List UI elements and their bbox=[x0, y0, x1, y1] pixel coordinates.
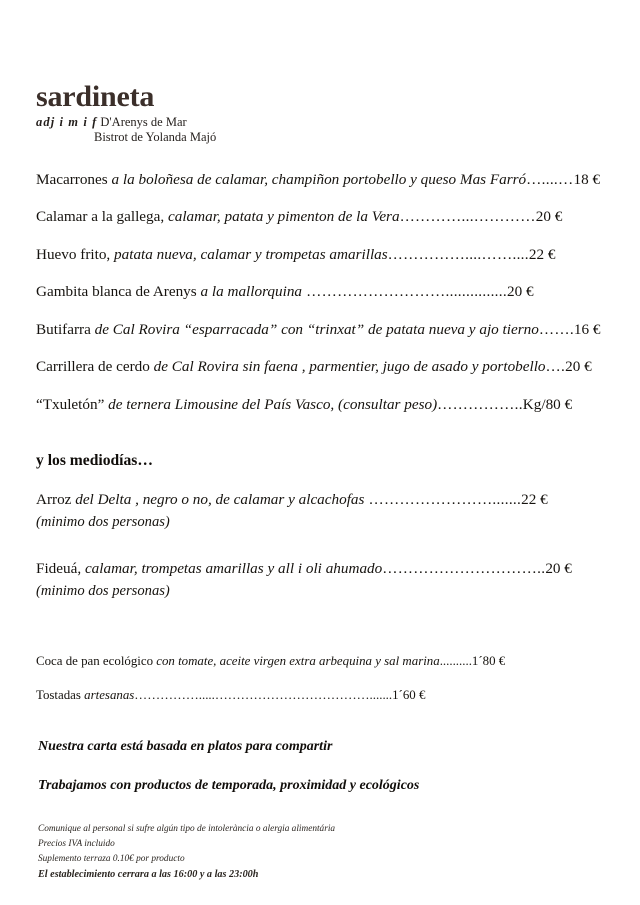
menu-item bbox=[36, 247, 584, 263]
snack-description: artesanas bbox=[84, 687, 135, 702]
brand-abbr: adj i m i f bbox=[36, 114, 98, 129]
dish-price: 22 € bbox=[521, 490, 548, 508]
fineprint-vat: Precios IVA incluido bbox=[38, 839, 115, 850]
dish-price: Kg/80 € bbox=[522, 395, 573, 413]
dish-description: a la boloñesa de calamar, champiñon portobello y queso Mas Farró bbox=[111, 171, 527, 188]
dish-description: de Cal Rovira sin faena , parmentier, jugo de asado y portobello bbox=[153, 358, 546, 376]
snack-price: 1´80 € bbox=[471, 654, 506, 668]
fineprint-allergy: Comunique al personal si sufre algún tipo de intolerància o alergia alimentária bbox=[38, 824, 336, 834]
statement-seasonal: Trabajamos con productos de temporada, proximidad y ecológicos bbox=[38, 777, 420, 793]
dot-leader: .......... bbox=[439, 654, 472, 668]
dish-name: Calamar a la gallega, bbox=[36, 208, 168, 226]
dish-name: Carrillera de cerdo bbox=[36, 358, 154, 376]
brand-tagline bbox=[36, 115, 436, 146]
midday-heading: y los mediodías… bbox=[36, 451, 153, 469]
dish-name: Arroz bbox=[36, 490, 76, 508]
dot-leader: …………….. bbox=[437, 395, 523, 413]
dish-price: 16 € bbox=[573, 320, 601, 338]
dish-price: 18 € bbox=[573, 171, 601, 188]
dish-note: (minimo dos personas) bbox=[36, 582, 170, 599]
dish-price: 20 € bbox=[535, 208, 563, 226]
dot-leader: ……………………....... bbox=[364, 490, 522, 508]
menu-item bbox=[36, 171, 601, 188]
dish-list bbox=[36, 171, 601, 609]
snack-item bbox=[36, 689, 584, 703]
dish-price: 22 € bbox=[528, 245, 556, 263]
statement-sharing: Nuestra carta está basada en platos para compartir bbox=[38, 739, 333, 754]
dish-note: (minimo dos personas) bbox=[36, 513, 170, 530]
dish-description: de ternera Limousine del País Vasco, (consultar peso) bbox=[108, 395, 438, 413]
dot-leader: ………………………............... bbox=[302, 283, 507, 301]
dish-description: calamar, patata y pimenton de la Vera bbox=[167, 208, 400, 226]
menu-item bbox=[36, 358, 592, 376]
dish-description: calamar, trompetas amarillas y all i oli ahumado bbox=[84, 559, 383, 577]
fineprint-terrace: Suplemento terraza 0.10€ por producto bbox=[38, 854, 185, 865]
brand-subtitle: Bistrot de Yolanda Majó bbox=[94, 130, 217, 145]
dot-leader: …………...………… bbox=[399, 208, 536, 226]
snack-item bbox=[36, 655, 584, 669]
brand-location: D'Arenys de Mar bbox=[100, 114, 187, 129]
dot-leader: …....… bbox=[526, 171, 574, 188]
menu-item bbox=[36, 320, 601, 338]
brand-wordmark: sardineta bbox=[36, 80, 155, 113]
menu-item bbox=[36, 561, 584, 599]
dish-name: Gambita blanca de Arenys bbox=[36, 283, 201, 301]
dot-leader: ……. bbox=[538, 320, 574, 338]
brand-header bbox=[36, 82, 436, 146]
menu-item bbox=[36, 209, 584, 225]
dish-name: Butifarra bbox=[36, 320, 95, 338]
fineprint-block bbox=[38, 822, 538, 884]
dish-name: Macarrones bbox=[36, 171, 112, 188]
dish-description: a la mallorquina bbox=[200, 283, 303, 301]
dish-price: 20 € bbox=[565, 358, 592, 376]
dot-leader: ………………………….. bbox=[382, 559, 546, 577]
dish-price: 20 € bbox=[506, 283, 534, 301]
dish-price: 20 € bbox=[545, 559, 572, 577]
dish-description: patata nueva, calamar y trompetas amarillas bbox=[114, 245, 388, 263]
midday-section bbox=[36, 452, 584, 600]
snack-name: Tostadas bbox=[36, 687, 85, 702]
dish-description: de Cal Rovira “esparracada” con “trinxat” de patata nueva y ajo tierno bbox=[94, 320, 539, 338]
dish-description: del Delta , negro o no, de calamar y alcachofas bbox=[75, 490, 365, 508]
menu-item bbox=[36, 284, 584, 300]
dish-name: Huevo frito, bbox=[36, 245, 115, 263]
dot-leader: …. bbox=[545, 358, 566, 376]
menu-item bbox=[36, 492, 584, 530]
dot-leader: ……………....…….... bbox=[387, 245, 529, 263]
snack-price: 1´60 € bbox=[392, 687, 426, 702]
snack-name: Coca de pan ecológico bbox=[36, 654, 157, 668]
dish-name: “Txuletón” bbox=[36, 395, 109, 413]
fineprint-hours: El establecimiento cerrara a las 16:00 y a las 23:00h bbox=[38, 869, 259, 881]
dot-leader: …………….....………………………………....... bbox=[134, 687, 393, 702]
dish-name: Fideuá, bbox=[36, 559, 85, 577]
statement-block bbox=[38, 740, 586, 817]
snack-list bbox=[36, 655, 584, 722]
menu-item bbox=[36, 397, 584, 413]
snack-description: con tomate, aceite virgen extra arbequina y sal marina bbox=[156, 654, 440, 668]
